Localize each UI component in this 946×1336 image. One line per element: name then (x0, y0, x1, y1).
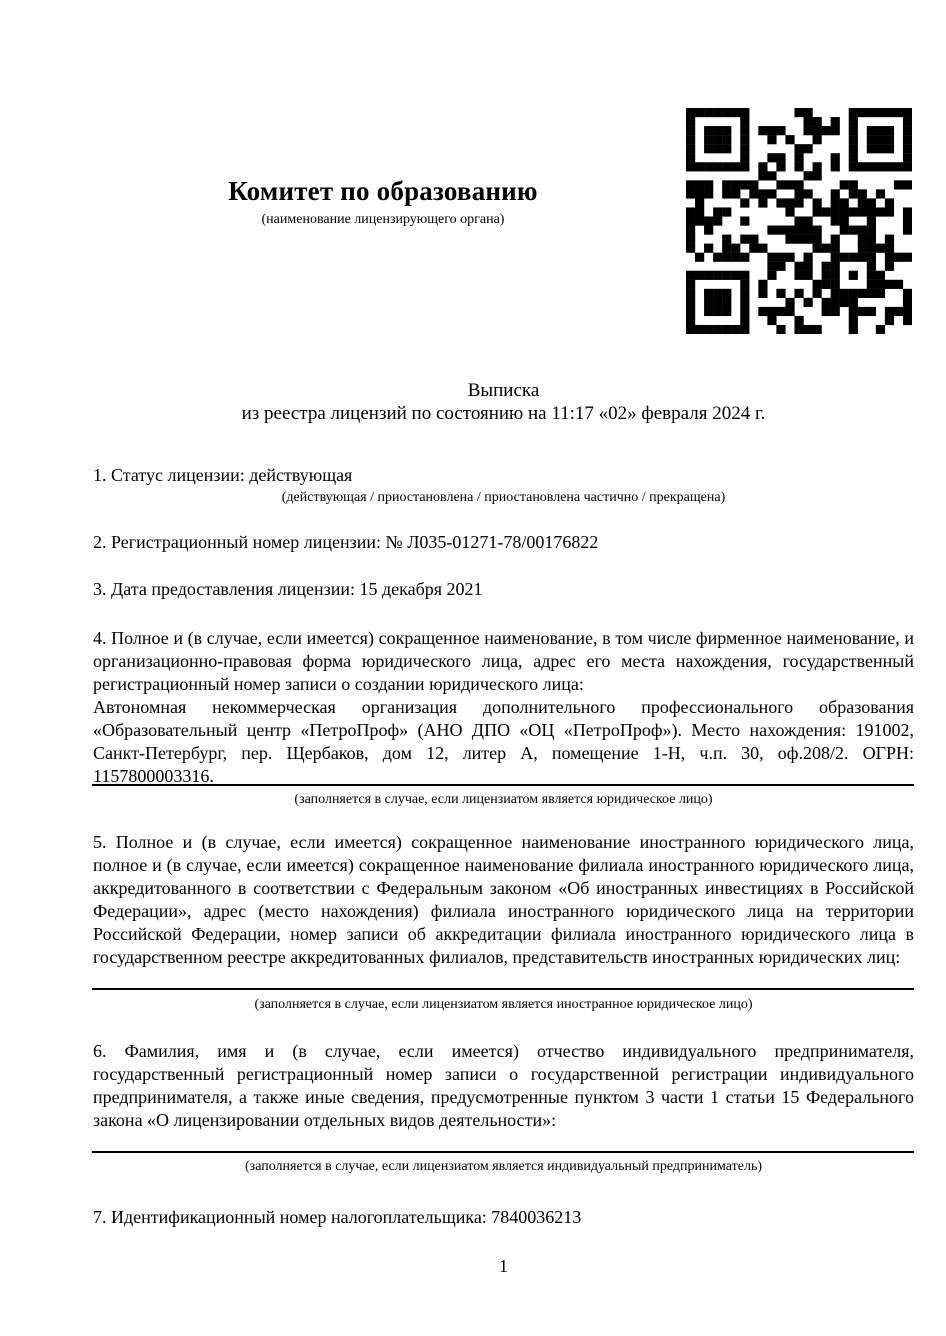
item-5-fill-line (92, 988, 914, 990)
document-heading-line2: из реестра лицензий по состоянию на 11:17 «02» февраля 2024 г. (241, 403, 766, 424)
item-3-grant-date: 3. Дата предоставления лицензии: 15 декабря 2021 (93, 579, 483, 599)
licensing-authority-block (93, 176, 673, 228)
item-1-status-caption: (действующая / приостановлена / приостановлена частично / прекращена) (281, 490, 726, 505)
document-heading (93, 379, 914, 425)
item-4-fill-caption: (заполняется в случае, если лицензиатом является юридическое лицо) (294, 792, 713, 807)
page-number: 1 (499, 1256, 508, 1276)
item-6-fill-caption: (заполняется в случае, если лицензиатом является индивидуальный предприниматель) (245, 1159, 762, 1174)
item-7-taxpayer-number: 7. Идентификационный номер налогоплательщика: 7840036213 (93, 1207, 582, 1227)
licensing-authority-caption: (наименование лицензирующего органа) (261, 212, 505, 227)
licensing-authority-title: Комитет по образованию (228, 176, 538, 206)
document-heading-line1: Выписка (467, 380, 540, 401)
item-6-entrepreneur-label: 6. Фамилия, имя и (в случае, если имеется) отчество индивидуального предпринимателя, государственный регистрационный номер записи о государственной регистрации индивидуального предпринимателя, а также иные сведения, предусмотренные пунктом 3 части 1 статьи 15 Федерального закона «О лицензировании отдельных видов деятельности»: (93, 1041, 914, 1130)
item-5-fill-caption: (заполняется в случае, если лицензиатом является иностранное юридическое лицо) (254, 997, 753, 1012)
item-4-fill-line (92, 784, 914, 786)
item-6-fill-line (92, 1151, 914, 1153)
item-5-foreign-entity-label: 5. Полное и (в случае, если имеется) сокращенное наименование иностранного юридического лица, полное и (в случае, если имеется) сокращенное наименование филиала иностранного юридического лица, аккредитованного в соответствии с Федеральным законом «Об иностранных инвестициях в Российской Федерации», адрес (место нахождения) филиала иностранного юридического лица на территории Российской Федерации, номер записи об аккредитации филиала иностранного юридического лица в государственном реестре аккредитованных филиалов, представительств иностранных юридических лиц: (93, 832, 914, 967)
item-1-status: 1. Статус лицензии: действующая (93, 465, 353, 485)
item-2-registration-number: 2. Регистрационный номер лицензии: № Л035-01271-78/00176822 (93, 532, 599, 552)
qr-code-icon (686, 108, 912, 334)
item-4-legal-entity-value: Автономная некоммерческая организация дополнительного профессионального образования «Образовательный центр «ПетроПроф» (АНО ДПО «ОЦ «ПетроПроф»). Место нахождения: 191002, Санкт-Петербург, пер. Щербаков, дом 12, литер А, помещение 1-Н, ч.п. 30, оф.208/2. ОГРН: 1157800003316. (93, 697, 914, 786)
item-4-legal-entity-label: 4. Полное и (в случае, если имеется) сокращенное наименование, в том числе фирменное наименование, и организационно-правовая форма юридического лица, адрес его места нахождения, государственный регистрационный номер записи о создании юридического лица: (93, 628, 914, 694)
